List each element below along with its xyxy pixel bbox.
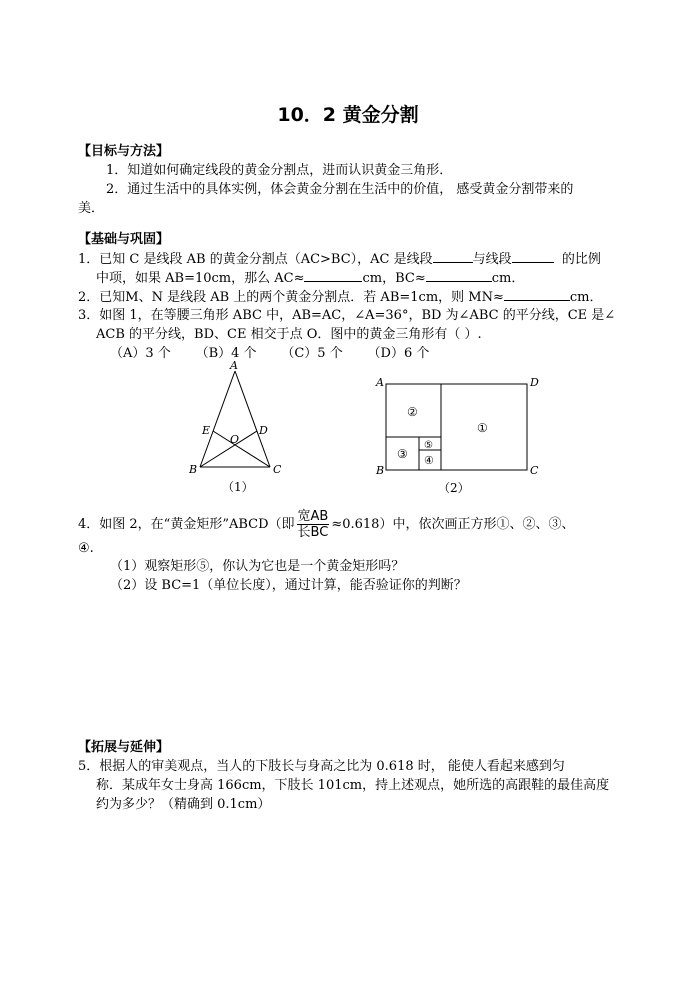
q1-text-b: 与线段 — [472, 252, 512, 267]
q2-text-b: cm． — [569, 290, 603, 305]
q4-text-b: ≈0.618）中，依次画正方形①、②、③、 — [331, 517, 575, 532]
goal-line-1: 1．知道如何确定线段的黄金分割点，进而认识黄金三角形． — [106, 163, 453, 178]
label-c: C — [273, 463, 282, 476]
question-4-line-1 — [78, 508, 574, 542]
label-a: A — [230, 359, 238, 372]
question-3-line-1: 3．如图 1，在等腰三角形 ABC 中，AB=AC，∠A=36°，BD 为∠ABC 的平分线，CE 是∠ — [78, 308, 616, 323]
label-o: O — [230, 433, 240, 446]
q2-blank[interactable] — [504, 288, 570, 301]
section-heading-extension: 【拓展与延伸】 — [78, 740, 170, 755]
label-d: D — [530, 376, 539, 389]
q1-blank-2[interactable] — [512, 250, 554, 263]
question-4-sub-2: （2）设 BC=1（单位长度），通过计算，能否验证你的判断？ — [110, 578, 467, 593]
question-1-line-1 — [78, 250, 601, 269]
question-4-line-2: ④. — [78, 541, 94, 556]
label-d: D — [259, 424, 268, 437]
goal-line-3: 美． — [78, 201, 105, 216]
option-b[interactable]: （B）4 个 — [195, 346, 257, 361]
question-3-line-2: ACB 的平分线，BD、CE 相交于点 O．图中的黄金三角形有（ ）. — [96, 327, 482, 342]
figure-1-caption: （1） — [222, 480, 254, 494]
question-5-line-1: 5．根据人的审美观点，当人的下肢长与身高之比为 0.618 时， 能使人看起来感到匀 — [78, 759, 565, 774]
q1-blank-3[interactable] — [304, 269, 362, 282]
side-ac — [235, 371, 270, 467]
figure-2-caption: （2） — [438, 481, 470, 495]
q1-blank-4[interactable] — [426, 269, 492, 282]
question-5-line-3: 约为多少？（精确到 0.1cm） — [96, 797, 271, 812]
question-2 — [78, 288, 602, 307]
option-a[interactable]: （A）3 个 — [110, 346, 171, 361]
section-heading-basics: 【基础与巩固】 — [78, 232, 170, 247]
question-1-line-2 — [96, 269, 524, 288]
question-5-line-2: 称．某成年女士身高 166cm，下肢长 101cm，持上述观点，她所选的高跟鞋的最佳高度 — [96, 778, 610, 793]
page-title: 10．2 黄金分割 — [277, 104, 419, 126]
fraction-denominator: 长BC — [297, 525, 329, 540]
label-a: A — [376, 376, 384, 389]
q1-text-a: 1．已知 C 是线段 AB 的黄金分割点（AC>BC），AC 是线段 — [78, 252, 433, 267]
label-e: E — [202, 424, 211, 437]
golden-ratio-fraction — [297, 509, 330, 540]
q1-text-d: 中项，如果 AB=10cm，那么 AC≈ — [96, 271, 305, 286]
side-ab — [200, 371, 235, 467]
label-c: C — [530, 464, 539, 477]
q1-text-f: cm． — [491, 271, 525, 286]
section-heading-goals: 【目标与方法】 — [78, 144, 170, 159]
q1-text-c: 的比例 — [561, 252, 601, 267]
square-4-label: ④ — [424, 454, 434, 467]
fraction-numerator: 宽AB — [297, 509, 329, 524]
q2-text-a: 2．已知M、N 是线段 AB 上的两个黄金分割点．若 AB=1cm，则 MN≈ — [78, 290, 504, 305]
q4-text-a: 4．如图 2，在“黄金矩形”ABCD（即 — [78, 517, 295, 532]
q1-text-e: cm，BC≈ — [362, 271, 426, 286]
q1-blank-1[interactable] — [433, 250, 473, 263]
option-d[interactable]: （D）6 个 — [367, 346, 430, 361]
option-c[interactable]: （C）5 个 — [281, 346, 343, 361]
goal-line-2: 2．通过生活中的具体实例，体会黄金分割在生活中的价值， 感受黄金分割带来的 — [106, 182, 574, 197]
figure-2-golden-rectangle — [370, 370, 550, 495]
square-5-label: ⑤ — [424, 440, 433, 451]
label-b: B — [376, 464, 385, 477]
label-b: B — [189, 463, 198, 476]
square-3-label: ③ — [397, 447, 408, 461]
question-4-sub-1: （1）观察矩形⑤，你认为它也是一个黄金矩形吗？ — [110, 559, 405, 574]
figure-1-triangle — [180, 355, 290, 500]
square-2-label: ② — [407, 405, 418, 419]
square-1-label: ① — [477, 421, 488, 435]
